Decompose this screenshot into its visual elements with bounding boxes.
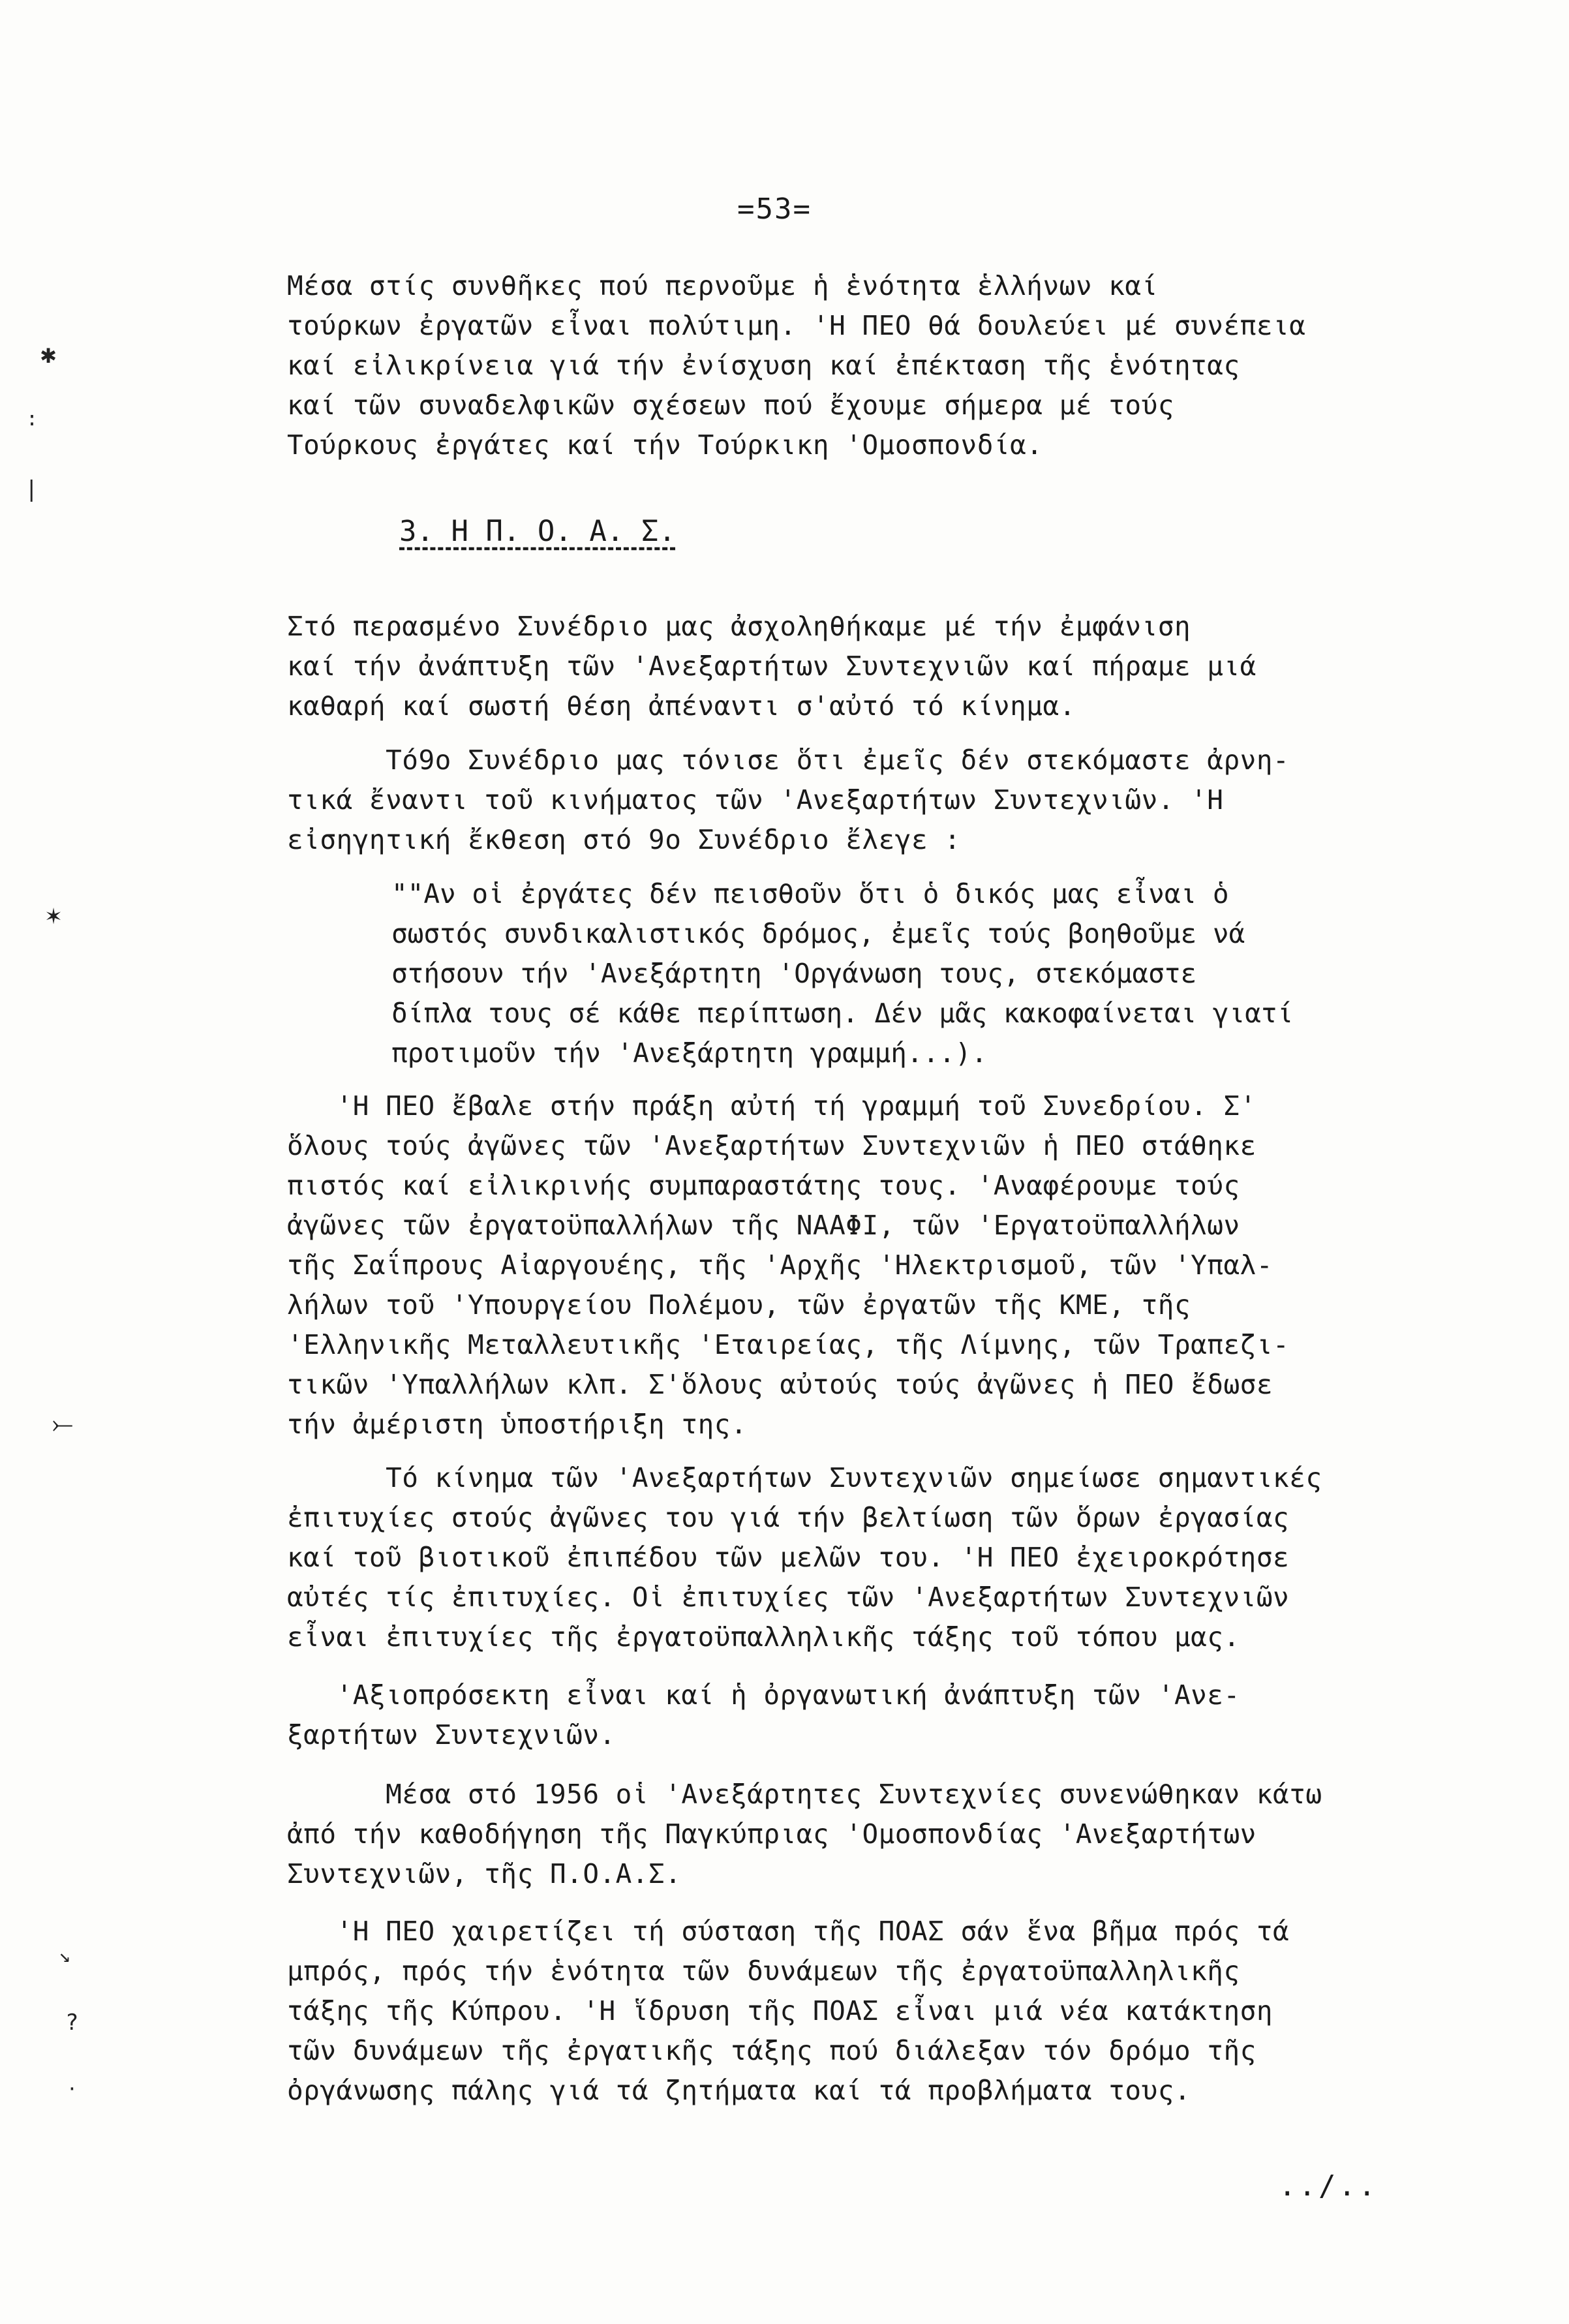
margin-mark: ?: [65, 2010, 79, 2036]
margin-mark: ⤚: [52, 1409, 73, 1439]
paragraph-previous-congress: Στό περασμένο Συνέδριο μας ἀσχοληθήκαμε μέ τήν ἐμφάνιση καί τήν ἀνάπτυξη τῶν 'Ανεξαρτήτων Συντεχνιῶν καί πήραμε μιά καθαρή καί σωστή θέση ἀπέναντι σ'αὐτό τό κίνημα.: [287, 611, 1257, 722]
paragraph-peo-support: 'Η ΠΕΟ ἔβαλε στήν πράξη αὐτή τή γραμμή τοῦ Συνεδρίου. Σ' ὅλους τούς ἀγῶνες τῶν 'Ανεξαρτήτων Συντεχνιῶν ἡ ΠΕΟ στάθηκε πιστός καί εἰλικρινής συμπαραστάτης τους. 'Αναφέρουμε τούς ἀγῶνες τῶν ἐργατοϋπαλλήλων τῆς ΝΑΑΦΙ, τῶν 'Εργατοϋπαλλήλων τῆς Σαΐπρους Αἰαργουέης, τῆς 'Αρχῆς 'Ηλεκτρισμοῦ, τῶν 'Υπαλ- λήλων τοῦ 'Υπουργείου Πολέμου, τῶν ἐργατῶν τῆς ΚΜΕ, τῆς 'Ελληνικῆς Μεταλλευτικῆς 'Εταιρείας, τῆς Λίμνης, τῶν Τραπεζι- τικῶν 'Υπαλλήλων κλπ. Σ'ὅλους αὐτούς τούς ἀγῶνες ἡ ΠΕΟ ἔδωσε τήν ἀμέριστη ὑποστήριξη της.: [287, 1090, 1290, 1440]
paragraph-organisational-growth: 'Αξιοπρόσεκτη εἶναι καί ἡ ὀργανωτική ἀνάπτυξη τῶν 'Ανε- ξαρτήτων Συντεχνιῶν.: [287, 1679, 1240, 1751]
margin-mark: ·: [67, 2078, 78, 2100]
margin-mark: ✶: [46, 900, 62, 930]
margin-mark: ✱: [40, 339, 57, 369]
paragraph-poas-formation: Μέσα στό 1956 οἱ 'Ανεξάρτητες Συντεχνίες συνενώθηκαν κάτω ἀπό τήν καθοδήγηση τῆς Παγκύπριας 'Ομοσπονδίας 'Ανεξαρτήτων Συντεχνιῶν, τῆς Π.Ο.Α.Σ.: [287, 1779, 1322, 1889]
page-number: =53=: [737, 192, 812, 226]
quoted-report-excerpt: ""Αν οἱ ἐργάτες δέν πεισθοῦν ὅτι ὁ δικός μας εἶναι ὁ σωστός συνδικαλιστικός δρόμος, ἐμεῖς τούς βοηθοῦμε νά στήσουν τήν 'Ανεξάρτητη 'Οργάνωση τους, στεκόμαστε δίπλα τους σέ κάθε περίπτωση. Δέν μᾶς κακοφαίνεται γιατί προτιμοῦν τήν 'Ανεξάρτητη γραμμή...).: [391, 878, 1294, 1069]
margin-mark: |: [25, 476, 38, 502]
section-heading: 3. Η Π. Ο. Α. Σ.: [399, 515, 676, 548]
paragraph-ninth-congress: Τό9ο Συνέδριο μας τόνισε ὅτι ἐμεῖς δέν στεκόμαστε ἀρνη- τικά ἔναντι τοῦ κινήματος τῶν 'Ανεξαρτήτων Συντεχνιῶν. 'Η εἰσηγητική ἔκθεση στό 9ο Συνέδριο ἔλεγε :: [287, 744, 1290, 855]
paragraph-peo-welcomes-poas: 'Η ΠΕΟ χαιρετίζει τή σύσταση τῆς ΠΟΑΣ σάν ἕνα βῆμα πρός τά μπρός, πρός τήν ἑνότητα τῶν δυνάμεων τῆς ἐργατοϋπαλληλικῆς τάξης τῆς Κύπρου. 'Η ἵδρυση τῆς ΠΟΑΣ εἶναι μιά νέα κατάκτηση τῶν δυνάμεων τῆς ἐργατικῆς τάξης πού διάλεξαν τόν δρόμο τῆς ὀργάνωσης πάλης γιά τά ζητήματα καί τά προβλήματα τους.: [287, 1916, 1290, 2106]
margin-mark: ↘: [59, 1944, 71, 1967]
margin-mark: :: [26, 408, 38, 431]
continuation-mark: ../..: [1279, 2169, 1379, 2203]
paragraph-movement-successes: Τό κίνημα τῶν 'Ανεξαρτήτων Συντεχνιῶν σημείωσε σημαντικές ἐπιτυχίες στούς ἀγῶνες του γιά τήν βελτίωση τῶν ὅρων ἐργασίας καί τοῦ βιοτικοῦ ἐπιπέδου τῶν μελῶν του. 'Η ΠΕΟ ἐχειροκρότησε αὐτές τίς ἐπιτυχίες. Οἱ ἐπιτυχίες τῶν 'Ανεξαρτήτων Συντεχνιῶν εἶναι ἐπιτυχίες τῆς ἐργατοϋπαλληλικῆς τάξης τοῦ τόπου μας.: [287, 1462, 1322, 1653]
intro-paragraph: Μέσα στίς συνθῆκες πού περνοῦμε ἡ ἑνότητα ἑλλήνων καί τούρκων ἐργατῶν εἶναι πολύτιμη. 'Η ΠΕΟ θά δουλεύει μέ συνέπεια καί εἰλικρίνεια γιά τήν ἐνίσχυση καί ἐπέκταση τῆς ἑνότητας καί τῶν συναδελφικῶν σχέσεων πού ἔχουμε σήμερα μέ τούς Τούρκους ἐργάτες καί τήν Τούρκικη 'Ομοσπονδία.: [287, 270, 1306, 461]
